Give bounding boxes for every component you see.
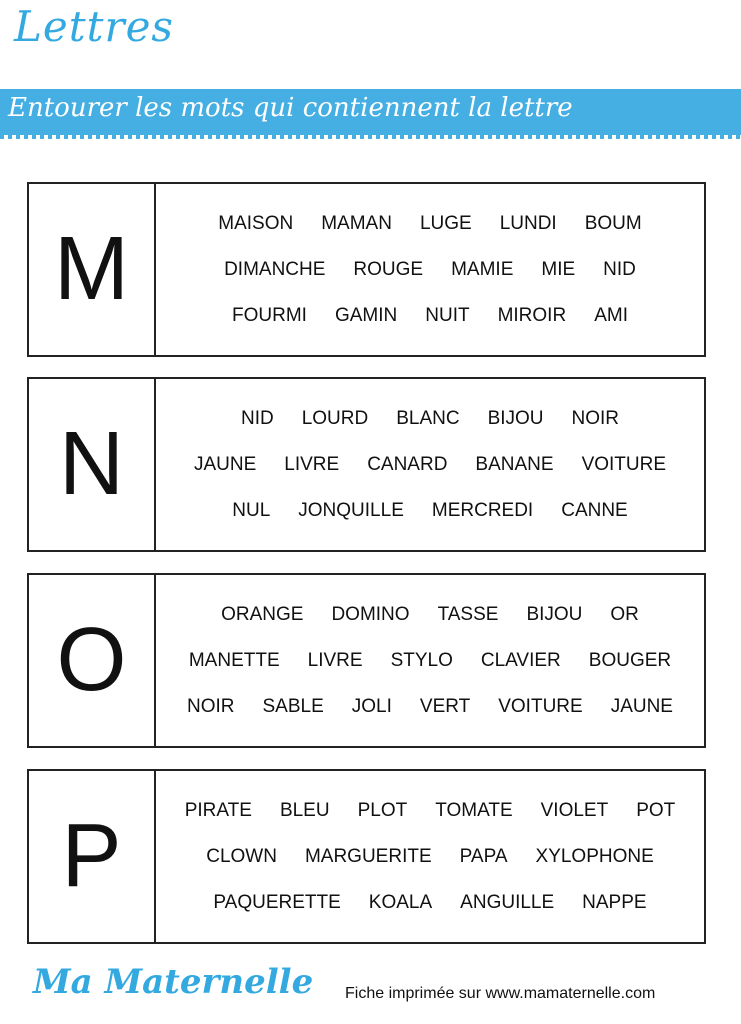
word-row xyxy=(206,846,654,868)
word[interactable]: CLAVIER xyxy=(480,649,561,671)
word[interactable]: MAMAN xyxy=(321,212,392,234)
word[interactable]: SABLE xyxy=(262,695,324,717)
word[interactable]: MERCREDI xyxy=(431,499,534,521)
word[interactable]: NUIT xyxy=(425,304,470,326)
word[interactable]: AMI xyxy=(594,304,628,326)
word-list xyxy=(156,771,704,942)
word[interactable]: LIVRE xyxy=(284,453,340,475)
letter-card xyxy=(27,769,706,944)
word[interactable]: DIMANCHE xyxy=(224,258,326,280)
word[interactable]: ORANGE xyxy=(221,603,304,625)
word[interactable]: OR xyxy=(610,603,639,625)
word[interactable]: CLOWN xyxy=(206,845,277,867)
word[interactable]: VOITURE xyxy=(581,453,667,475)
footer-note: Fiche imprimée sur www.mamaternelle.com xyxy=(345,985,656,1002)
word[interactable]: BLANC xyxy=(396,407,460,429)
word[interactable]: PLOT xyxy=(357,799,408,821)
word[interactable]: DOMINO xyxy=(331,603,410,625)
word[interactable]: PIRATE xyxy=(184,799,252,821)
word[interactable]: LOURD xyxy=(301,407,369,429)
word[interactable]: JONQUILLE xyxy=(298,499,404,521)
word[interactable]: MANETTE xyxy=(188,649,280,671)
instruction-text: Entourer les mots qui contiennent la lettre xyxy=(8,93,573,123)
letter-card xyxy=(27,573,706,748)
word[interactable]: GAMIN xyxy=(334,304,398,326)
word[interactable]: BIJOU xyxy=(526,603,583,625)
word[interactable]: JAUNE xyxy=(193,453,257,475)
word[interactable]: JOLI xyxy=(351,695,392,717)
word[interactable]: NID xyxy=(603,258,636,280)
letter-cell: O xyxy=(29,575,156,746)
word[interactable]: XYLOPHONE xyxy=(535,845,654,867)
word[interactable]: BIJOU xyxy=(487,407,544,429)
instruction-banner xyxy=(0,89,741,135)
word[interactable]: MARGUERITE xyxy=(304,845,432,867)
word-list xyxy=(156,184,704,355)
word-row xyxy=(232,500,627,522)
word-row xyxy=(213,892,646,914)
word[interactable]: CANNE xyxy=(561,499,628,521)
word[interactable]: PAPA xyxy=(459,845,508,867)
letter-cell: P xyxy=(29,771,156,942)
page-title: Lettres xyxy=(14,2,174,51)
word[interactable]: MAISON xyxy=(218,212,294,234)
word[interactable]: TASSE xyxy=(437,603,499,625)
word-row xyxy=(185,800,676,822)
word[interactable]: MIROIR xyxy=(497,304,567,326)
word[interactable]: PAQUERETTE xyxy=(213,891,341,913)
word[interactable]: NID xyxy=(240,407,274,429)
word[interactable]: STYLO xyxy=(390,649,453,671)
word[interactable]: ROUGE xyxy=(353,258,424,280)
word[interactable]: NOIR xyxy=(187,695,235,717)
word[interactable]: VIOLET xyxy=(540,799,609,821)
word[interactable]: CANARD xyxy=(367,453,448,475)
word-row xyxy=(194,454,666,476)
word[interactable]: ANGUILLE xyxy=(460,891,555,913)
brand-logo: Ma Maternelle xyxy=(33,962,314,1002)
word[interactable]: POT xyxy=(636,799,676,821)
word[interactable]: NUL xyxy=(232,499,271,521)
word-row xyxy=(241,408,619,430)
word-row xyxy=(232,305,628,327)
word[interactable]: LUGE xyxy=(419,212,472,234)
word[interactable]: JAUNE xyxy=(610,695,673,717)
word[interactable]: LIVRE xyxy=(307,649,363,671)
word[interactable]: LUNDI xyxy=(499,212,557,234)
word-row xyxy=(221,604,639,626)
word[interactable]: BOUGER xyxy=(588,649,672,671)
word-row xyxy=(218,213,641,235)
word[interactable]: FOURMI xyxy=(232,304,307,326)
word-list xyxy=(156,379,704,550)
letter-cell: N xyxy=(29,379,156,550)
word[interactable]: BOUM xyxy=(584,212,642,234)
word[interactable]: BANANE xyxy=(475,453,554,475)
word[interactable]: NAPPE xyxy=(582,891,647,913)
word-list xyxy=(156,575,704,746)
word[interactable]: KOALA xyxy=(368,891,433,913)
letter-card xyxy=(27,377,706,552)
word[interactable]: MIE xyxy=(541,258,576,280)
word-row xyxy=(224,259,636,281)
word[interactable]: TOMATE xyxy=(435,799,513,821)
word[interactable]: VOITURE xyxy=(498,695,583,717)
letter-cell: M xyxy=(29,184,156,355)
letter-card xyxy=(27,182,706,357)
word[interactable]: VERT xyxy=(419,695,471,717)
word-row xyxy=(189,650,671,672)
word[interactable]: MAMIE xyxy=(451,258,514,280)
word[interactable]: BLEU xyxy=(279,799,330,821)
word[interactable]: NOIR xyxy=(571,407,620,429)
word-row xyxy=(187,696,673,718)
